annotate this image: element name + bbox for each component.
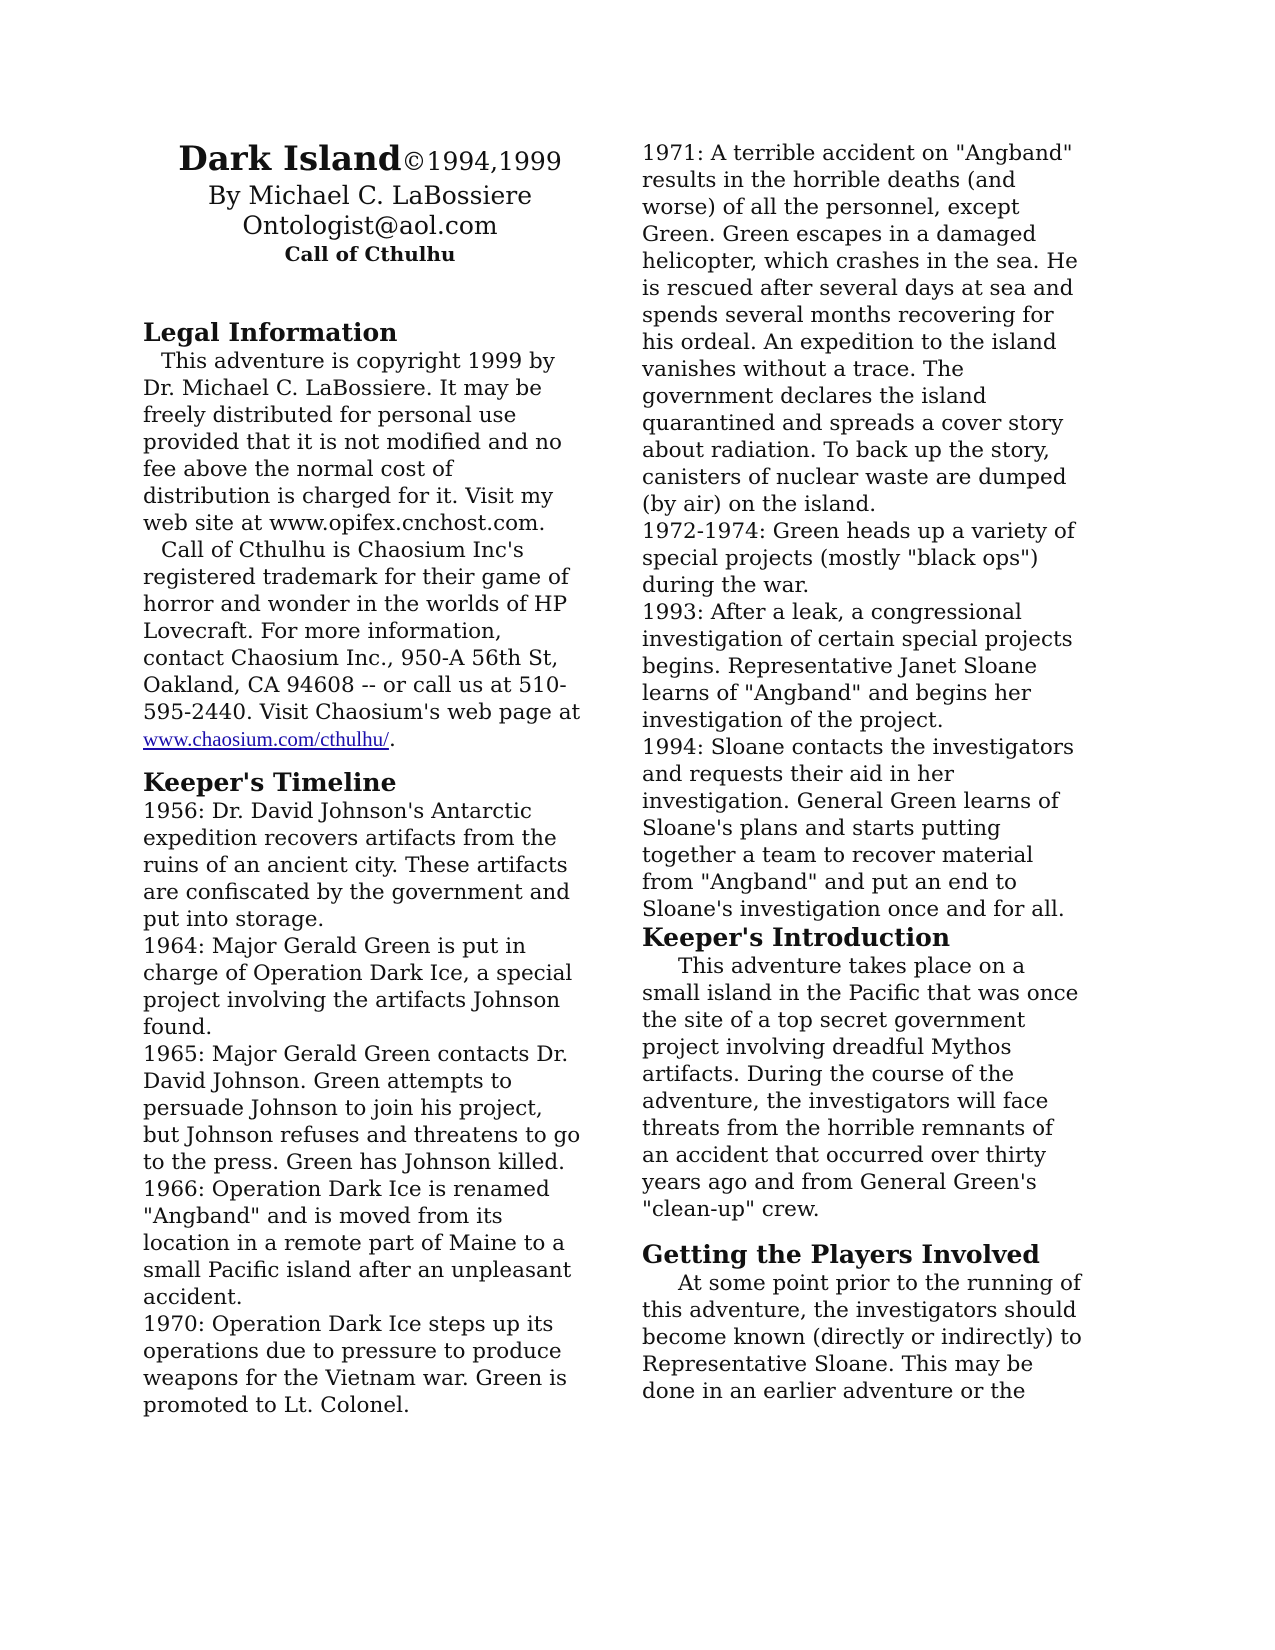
game-name: Call of Cthulhu [284,242,456,266]
players-section [642,1240,1082,1405]
timeline-entry: 1966: Operation Dark Ice is renamed "Angband" and is moved from its location in a remote part of Maine to a small Pacific island after an unpleasant accident. [143,1177,572,1310]
timeline-section [143,768,583,1419]
legal-paragraph-2 [143,537,583,753]
timeline-entry: 1965: Major Gerald Green contacts Dr. David Johnson. Green attempts to persuade Johnson to join his project, but Johnson refuses and threatens to go to the press. Green has Johnson killed. [143,1042,581,1175]
timeline-entry: 1970: Operation Dark Ice steps up its operations due to pressure to produce weapons for the Vietnam war. Green is promoted to Lt. Colonel. [143,1312,567,1418]
introduction-text: This adventure takes place on a small island in the Pacific that was once the site of a top secret government project involving dreadful Mythos artifacts. During the course of the adventure, the investigators will face threats from the horrible remnants of an accident that occurred over thirty years ago and from General Green's "clean-up" crew. [642,954,1079,1222]
timeline-entry: 1994: Sloane contacts the investigators and requests their aid in her investigation. General Green learns of Sloane's plans and starts putting together a team to recover material from "Angband" and put an end to Sloane's investigation once and for all. [642,735,1075,922]
link-suffix: . [388,727,396,752]
introduction-section [642,923,1082,1223]
timeline-continued [642,140,1082,923]
timeline-entry: 1972-1974: Green heads up a variety of special projects (mostly "black ops") during the war. [642,519,1075,598]
legal-paragraph-1: This adventure is copyright 1999 by Dr. Michael C. LaBossiere. It may be freely distributed for personal use provided that it is not modified and no fee above the normal cost of distribution is charged for it. Visit my web site at www.opifex.cnchost.com. [143,349,562,536]
players-heading: Getting the Players Involved [642,1240,1040,1269]
timeline-entry: 1971: A terrible accident on "Angband" results in the horrible deaths (and worse) of all the personnel, except Green. Green escapes in a damaged helicopter, which crashes in the sea. He is rescued after several days at sea and spends several months recovering for his ordeal. An expedition to the island vanishes without a trace. The government declares the island quarantined and spreads a cover story about radiation. To back up the story, canisters of nuclear waste are dumped (by air) on the island. [642,141,1078,517]
players-text: At some point prior to the running of this adventure, the investigators should become known (directly or indirectly) to Representative Sloane. This may be done in an earlier adventure or the [642,1271,1082,1404]
author-email: Ontologist@aol.com [242,211,498,240]
author-byline: By Michael C. LaBossiere [207,181,533,210]
introduction-heading: Keeper's Introduction [642,923,951,952]
timeline-entry: 1993: After a leak, a congressional investigation of certain special projects begins. Representative Janet Sloane learns of "Angband" and begins her investigation of the project. [642,600,1073,733]
document-title [150,140,590,181]
title-copyright: ©1994,1999 [401,147,562,176]
timeline-entry: 1956: Dr. David Johnson's Antarctic expedition recovers artifacts from the ruins of an ancient city. These artifacts are confiscated by the government and put into storage. [143,799,571,932]
legal-heading: Legal Information [143,318,398,347]
title-block [150,140,590,267]
timeline-heading: Keeper's Timeline [143,768,397,797]
title-main: Dark Island [178,139,402,179]
legal-section [143,318,583,753]
timeline-entry: 1964: Major Gerald Green is put in charge of Operation Dark Ice, a special project involving the artifacts Johnson found. [143,934,573,1040]
chaosium-link[interactable]: www.chaosium.com/cthulhu/ [143,727,389,751]
legal-paragraph-2-text: Call of Cthulhu is Chaosium Inc's registered trademark for their game of horror and wonder in the worlds of HP Lovecraft. For more information, contact Chaosium Inc., 950-A 56th St, Oakland, CA 94608 -- or call us at 510-595-2440. Visit Chaosium's web page at [143,538,581,725]
